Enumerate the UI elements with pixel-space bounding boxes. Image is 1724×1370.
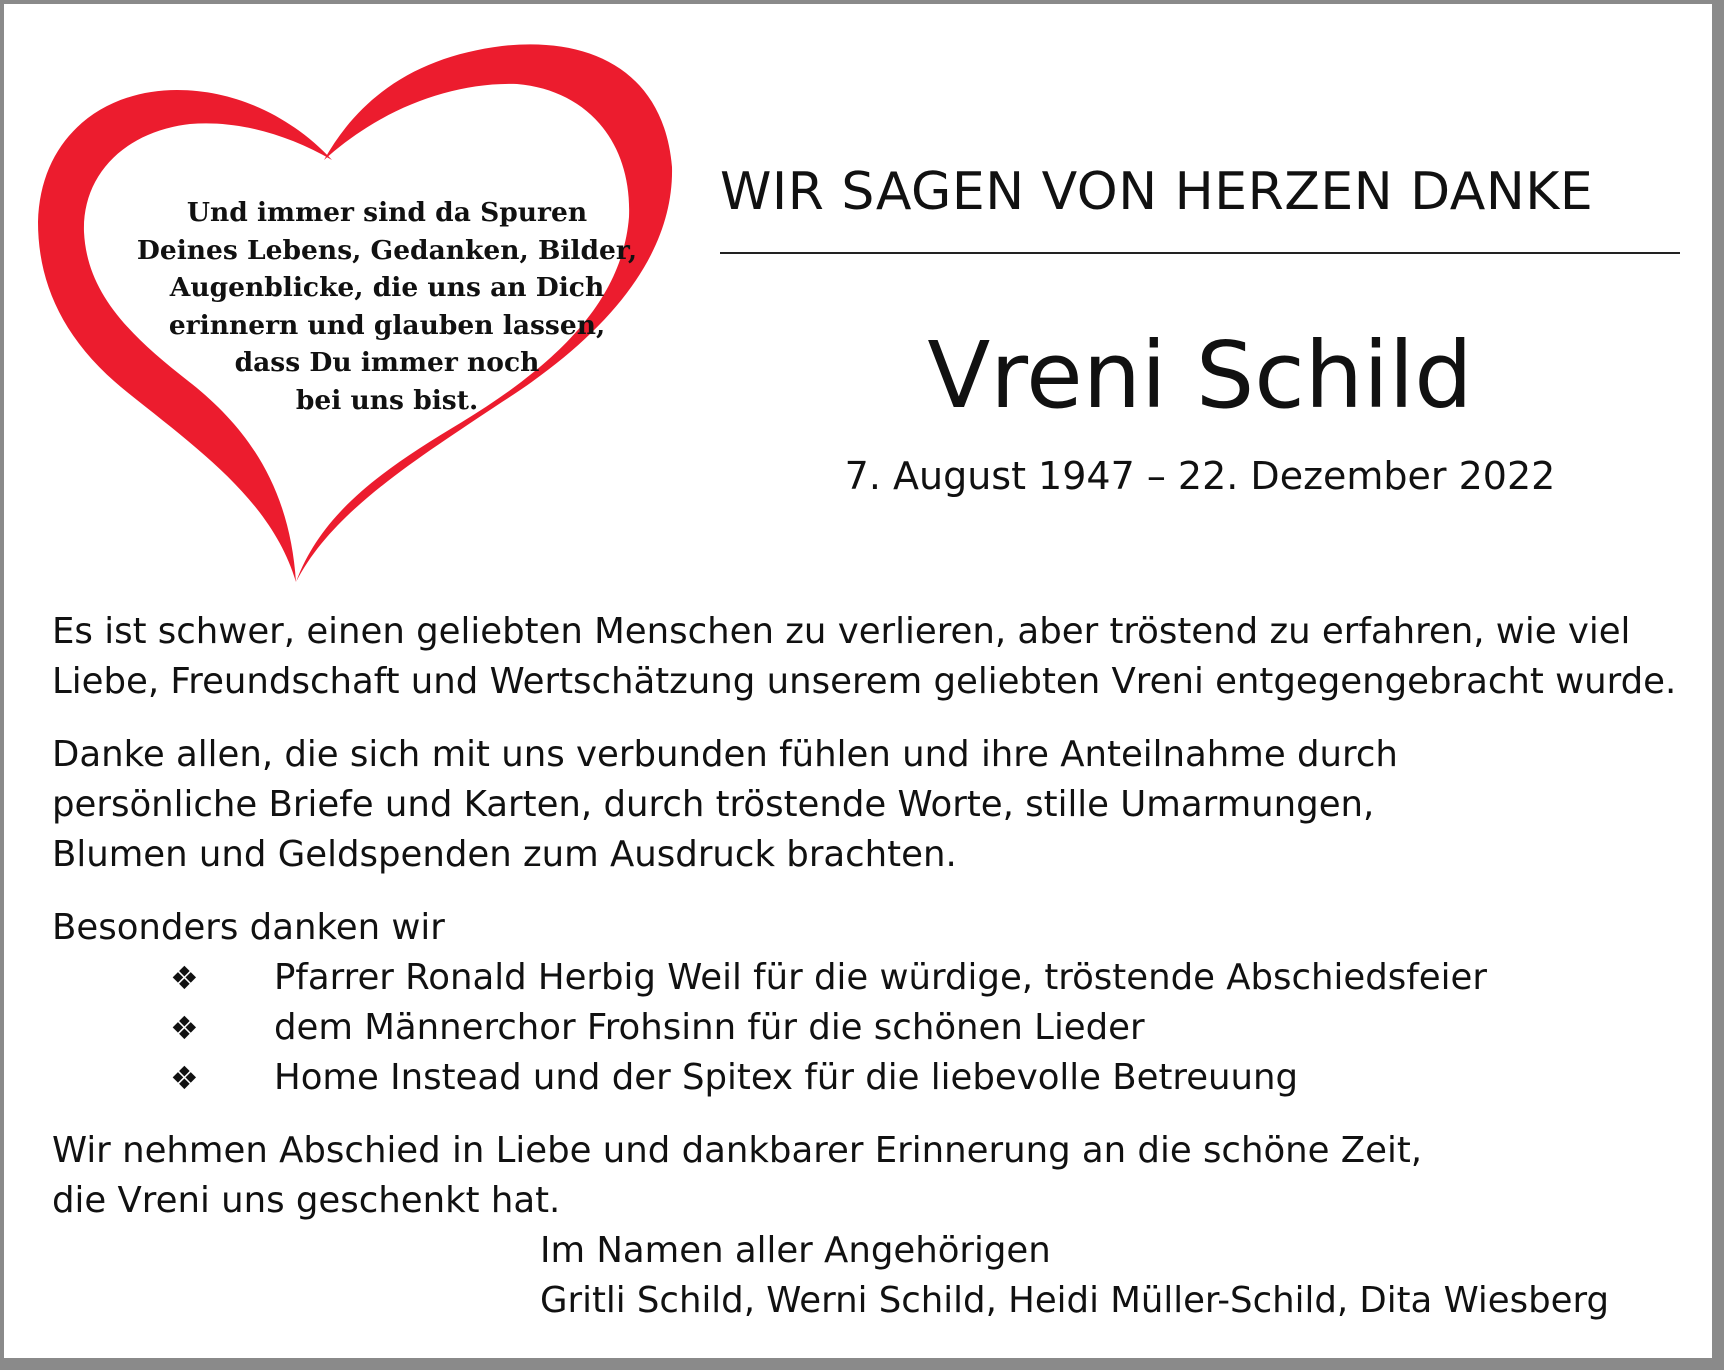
quote-line: dass Du immer noch [234, 347, 540, 378]
life-dates: 7. August 1947 – 22. Dezember 2022 [844, 454, 1556, 498]
paragraph-loss [52, 607, 1692, 707]
list-item [52, 1003, 1692, 1053]
diamond-bullet-icon: ❖ [170, 959, 199, 997]
text-line: persönliche Briefe und Karten, durch tröstende Worte, stille Umarmungen, [52, 784, 1375, 825]
list-item [52, 1053, 1692, 1103]
thanks-list-section [52, 903, 1692, 1103]
quote-line: erinnern und glauben lassen, [168, 309, 606, 341]
quote-line: Und immer sind da Spuren [186, 197, 588, 228]
text-line: Liebe, Freundschaft und Wertschätzung unserem geliebten Vreni entgegengebracht wurde. [52, 661, 1677, 702]
text-line: Blumen und Geldspenden zum Ausdruck brachten. [52, 834, 957, 875]
list-item-text: Pfarrer Ronald Herbig Weil für die würdige, tröstende Abschiedsfeier [274, 957, 1487, 998]
text-line: Danke allen, die sich mit uns verbunden fühlen und ihre Anteilnahme durch [52, 734, 1398, 775]
text-line: Es ist schwer, einen geliebten Menschen zu verlieren, aber tröstend zu erfahren, wie viel [52, 611, 1631, 652]
diamond-bullet-icon: ❖ [170, 1009, 199, 1047]
text-line: Wir nehmen Abschied in Liebe und dankbarer Erinnerung an die schöne Zeit, [52, 1130, 1423, 1171]
list-item-text: dem Männerchor Frohsinn für die schönen Lieder [274, 1007, 1145, 1048]
quote-line: Deines Lebens, Gedanken, Bilder, [136, 234, 638, 266]
notice-body [52, 607, 1692, 1326]
page-title: WIR SAGEN VON HERZEN DANKE [720, 162, 1594, 222]
paragraph-closing [52, 1126, 1692, 1226]
deceased-name: Vreni Schild [927, 322, 1473, 429]
signature-block [52, 1226, 1692, 1326]
text-line: die Vreni uns geschenkt hat. [52, 1180, 561, 1221]
heart-graphic [32, 42, 692, 582]
title-divider [720, 252, 1680, 254]
diamond-bullet-icon: ❖ [170, 1059, 199, 1097]
signature-line: Im Namen aller Angehörigen [540, 1230, 1051, 1271]
quote-line: Augenblicke, die uns an Dich [169, 272, 605, 303]
signature-names: Gritli Schild, Werni Schild, Heidi Müller-Schild, Dita Wiesberg [540, 1280, 1609, 1321]
list-item [52, 953, 1692, 1003]
quote-line: bei uns bist. [295, 384, 479, 416]
list-item-text: Home Instead und der Spitex für die liebevolle Betreuung [274, 1057, 1299, 1098]
heart-quote [102, 194, 672, 419]
thanks-intro: Besonders danken wir [52, 907, 445, 948]
paragraph-thanks [52, 730, 1692, 880]
